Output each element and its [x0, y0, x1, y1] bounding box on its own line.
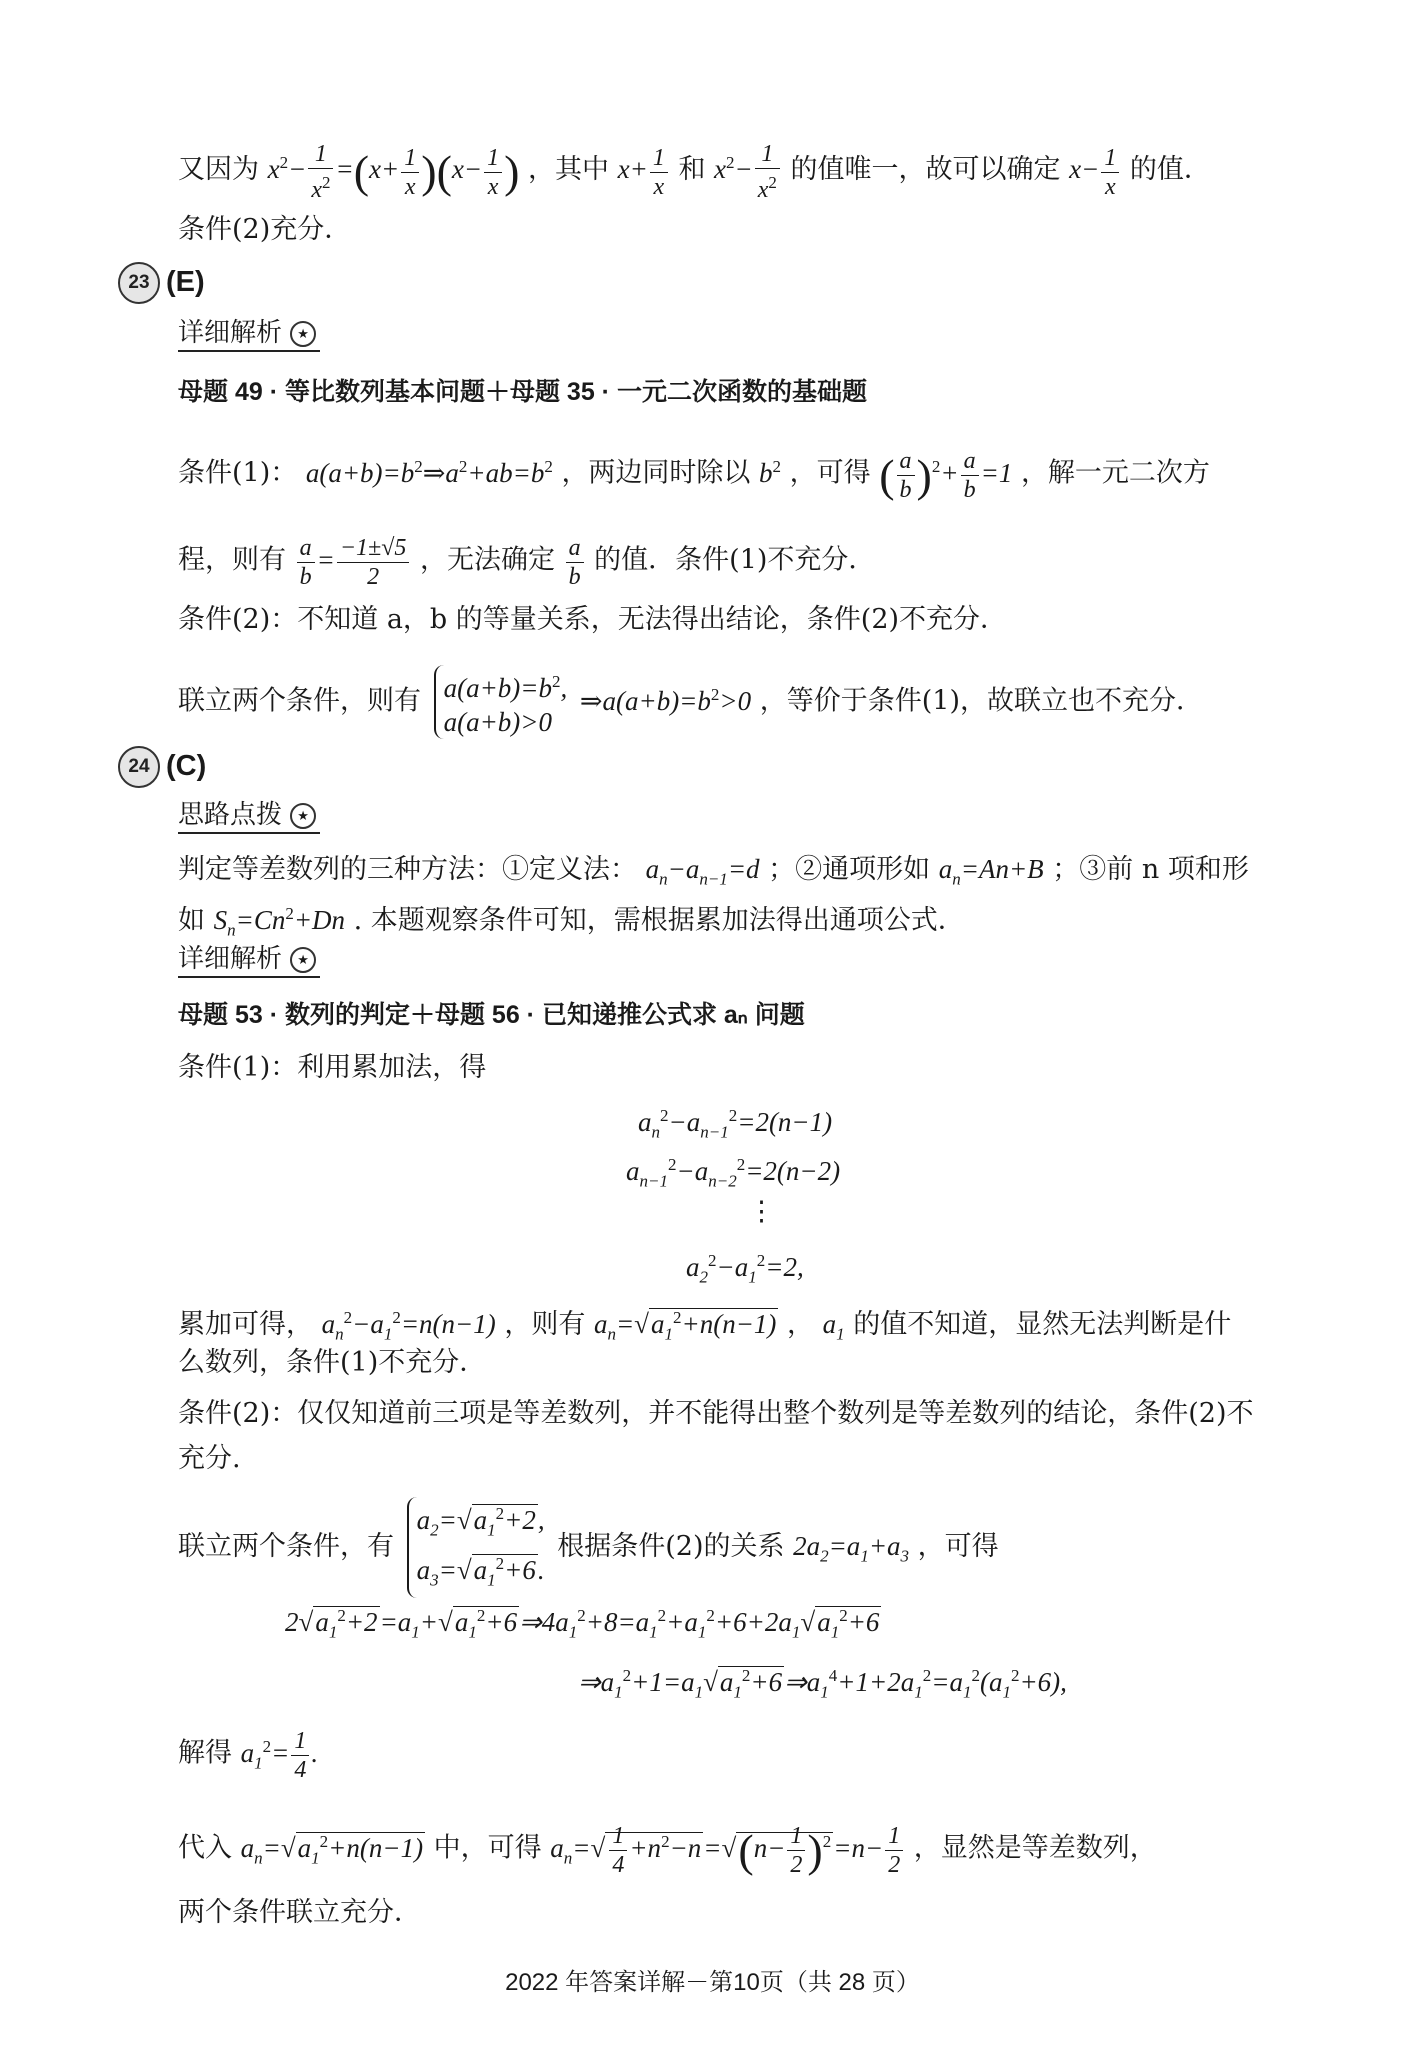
formula: $\Rightarrow a(a+b)=b^2>0$	[579, 684, 752, 716]
formula: $a_n=√$ $\frac{1}{4}$ $+n^2-n=√(n-$ $\frac{1}{2}$ )$^2$=n− $\frac{1}{2}$	[550, 1833, 905, 1863]
text: 联立两个条件，有	[178, 1530, 394, 1562]
equation-system: $a(a+b)=b^2$, a(a+b)>0	[434, 665, 568, 739]
text-line: 两个条件联立充分．	[178, 1897, 421, 1928]
text: ，两边同时除以	[561, 457, 751, 489]
text: ，则有	[504, 1309, 586, 1340]
text: . 本题观察条件可知，需根据累加法得出通项公式．	[353, 905, 965, 936]
text: ，其中	[528, 154, 610, 186]
answer-letter: (C)	[166, 750, 207, 782]
formula: $x^2-$ $\frac{1}{x^2}$ =(x+ $\frac{1}{x}$ )(x− $\frac{1}{x}$ )	[267, 141, 520, 203]
formula: $\frac{a}{b}$	[564, 545, 586, 575]
text: 程，则有	[178, 544, 286, 576]
formula: $a_2^2-a_1^2=2$,	[686, 1251, 804, 1287]
question-number-badge: 23	[118, 262, 160, 304]
text: ，	[787, 1309, 815, 1340]
text-line	[178, 140, 1211, 204]
topic-heading: 母题 49 · 等比数列基本问题＋母题 35 · 一元二次函数的基础题	[178, 378, 867, 406]
star-icon: ★	[290, 947, 316, 973]
text-line: 条件(1)：利用累加法，得	[178, 1052, 487, 1083]
text: 的值．条件(1)不充分．	[594, 544, 876, 576]
formula: $a_n^2-a_1^2=n(n-1)$	[321, 1308, 496, 1344]
formula: $a_{n-1}^2-a_{n-2}^2=2(n-2)$	[626, 1155, 841, 1191]
text-line	[178, 534, 875, 591]
formula: $\frac{a}{b}$ = $\frac{-1\pm√5}{2}$	[295, 545, 412, 575]
text: ，可得	[917, 1530, 999, 1562]
text: ；②通项形如	[768, 854, 931, 885]
page-footer: 2022 年答案详解－第10页（共 28 页）	[505, 1969, 920, 1996]
formula: x+ $\frac{1}{x}$	[618, 154, 670, 184]
text: 中，可得	[433, 1832, 542, 1864]
formula: $a_1$	[822, 1309, 845, 1344]
formula: $x^2-$ $\frac{1}{x^2}$	[714, 154, 782, 184]
text: ，等价于条件(1)，故联立也不充分．	[759, 685, 1203, 717]
formula: ( $\frac{a}{b}$ )$^2$+ $\frac{a}{b}$ =1	[879, 448, 1013, 503]
vertical-ellipsis: ⋮	[748, 1196, 775, 1226]
formula: $a_n=√a_1^2+n(n-1)$	[240, 1831, 424, 1868]
text: 如	[178, 905, 205, 936]
text: 和	[678, 154, 706, 186]
formula: $a_n-a_{n-1}=d$	[645, 854, 760, 889]
text-line	[178, 1822, 1157, 1879]
text: ，解一元二次方	[1020, 457, 1210, 489]
formula: $2√a_1^2+2=a_1+√a_1^2+6\Rightarrow 4a_1^2+8=a_1^2+a_1^2+6+2a_1√a_1^2+6$	[285, 1606, 880, 1642]
star-icon: ★	[290, 803, 316, 829]
text: ，无法确定	[419, 544, 555, 576]
formula: $b^2$	[759, 456, 782, 488]
text-line	[178, 1727, 318, 1784]
text-line	[178, 851, 1249, 897]
text: 根据条件(2)的关系	[557, 1530, 785, 1562]
formula: $\Rightarrow a_1^2+1=a_1√a_1^2+6\Rightarrow a_1^4+1+2a_1^2=a_1^2(a_1^2+6)$,	[578, 1666, 1067, 1702]
text: ，可得	[789, 457, 871, 489]
formula: $2a_2=a_1+a_3$	[793, 1530, 910, 1566]
text: 累加可得，	[178, 1309, 313, 1340]
text-line	[178, 1497, 999, 1598]
text: ；③前 n 项和形	[1052, 854, 1249, 885]
formula: $a(a+b)=b^2\Rightarrow a^2+ab=b^2$	[305, 456, 553, 488]
text: 又因为	[178, 154, 259, 186]
formula: $a_n^2-a_{n-1}^2=2(n-1)$	[638, 1106, 833, 1142]
text: 联立两个条件，则有	[178, 685, 421, 717]
text: 解得	[178, 1737, 232, 1769]
text: 条件(1)：	[178, 457, 298, 489]
formula: $a_n=√a_1^2+n(n-1)$	[593, 1308, 777, 1344]
text: 代入	[178, 1832, 232, 1864]
text-line: 条件(2)充分．	[178, 214, 352, 245]
text: 的值．	[1129, 154, 1211, 186]
formula: $a_n=An+B$	[938, 854, 1044, 889]
formula: $S_n=Cn^2+Dn$	[213, 904, 346, 940]
text-line: 条件(2)：不知道 a，b 的等量关系，无法得出结论，条件(2)不充分．	[178, 604, 1008, 635]
section-label-analysis	[178, 314, 320, 352]
text: ，显然是等差数列，	[913, 1832, 1157, 1864]
star-icon: ★	[290, 321, 316, 347]
equation-system: $a_2=√a_1^2+2$, $a_3=√a_1^2+6$.	[407, 1497, 545, 1598]
text-line: 充分.	[178, 1443, 241, 1474]
section-label-text: 思路点拨	[178, 799, 283, 829]
text-line	[178, 447, 1210, 504]
formula: x− $\frac{1}{x}$	[1069, 154, 1121, 184]
section-label-text: 详细解析	[178, 943, 283, 973]
text-line: 么数列，条件(1)不充分．	[178, 1347, 487, 1378]
text: 的值不知道，显然无法判断是什	[853, 1309, 1232, 1340]
topic-heading: 母题 53 · 数列的判定＋母题 56 · 已知递推公式求 aₙ 问题	[178, 1001, 805, 1029]
section-label-hint	[178, 796, 320, 834]
text: 判定等差数列的三种方法：①定义法：	[178, 854, 637, 885]
answer-letter: (E)	[166, 266, 205, 298]
text-line	[178, 665, 1203, 739]
text-line: 条件(2)：仅仅知道前三项是等差数列，并不能得出整个数列是等差数列的结论，条件(2)不	[178, 1398, 1254, 1429]
text: 的值唯一，故可以确定	[790, 154, 1061, 186]
section-label-text: 详细解析	[178, 317, 283, 347]
formula: $a_1^2=$ $\frac{1}{4}$ .	[240, 1728, 319, 1783]
section-label-analysis	[178, 940, 320, 978]
question-number-badge: 24	[118, 746, 160, 788]
